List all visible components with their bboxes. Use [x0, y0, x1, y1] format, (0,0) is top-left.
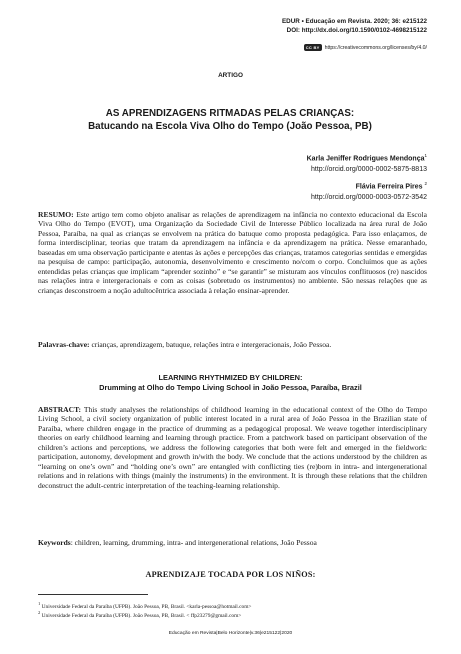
doi-line: DOI: http://dx.doi.org/10.1590/0102-4698215122 [286, 27, 427, 34]
footnote-divider [38, 594, 148, 595]
keywords [38, 538, 427, 547]
resumo-paragraph [38, 210, 427, 295]
orcid-link[interactable]: http://orcid.org/0000-0002-5875-8813 [311, 166, 427, 174]
palavras-chave-text: crianças, aprendizagem, batuque, relações intra e intergeracionais, João Pessoa. [89, 340, 332, 349]
resumo-label: RESUMO: [38, 210, 74, 219]
keywords-text: : children, learning, drumming, intra- and intergenerational relations, João Pessoa [70, 538, 317, 547]
footnote-mark: 2 [424, 181, 427, 186]
footnote-mark: 1 [424, 153, 427, 158]
keywords-label: Keywords [38, 538, 71, 547]
palavras-chave [38, 340, 427, 349]
author-1 [307, 150, 427, 175]
footnote-mark: 2 [38, 610, 41, 615]
abstract-text: This study analyses the relationships of childhood learning in the educational context of the Olho do Tempo Living School, a civil society organization of public interest located in a rural area of João Pessoa in the Brazilian state of Paraíba, where children engage in the practice of drumming as a pedagogical proposal. We weave together interdisciplinary theories on early childhood learning and learning through practice. From a patchwork based on participant observation of the children’s actions and perceptions, we address the following categories that both were felt and emerged in the fieldwork: participation, autonomy, development and growth in/with the body. We conclude that the actions understood by the children as “learning on one’s own” and “holding one’s own” are entangled with conflicting ties (re)born in intra- and intergenerational relations and in relations with things (mainly the instruments) in the environment. It is through these relations that the children deconstruct the adult-centric interpretation of the teaching-learning relationship. [38, 405, 427, 490]
orcid-link[interactable]: http://orcid.org/0000-0003-0572-3542 [311, 194, 427, 202]
abstract-label: ABSTRACT: [38, 405, 82, 414]
footnote-2 [38, 609, 241, 620]
title-line-1: AS APRENDIZAGENS RITMADAS PELAS CRIANÇAS: [105, 108, 355, 119]
palavras-chave-label: Palavras-chave: [38, 340, 90, 349]
license-link[interactable]: https://creativecommons.org/licenses/by/4.0/ [324, 44, 427, 51]
article-title [60, 107, 400, 133]
author-name: Karla Jeniffer Rodrigues Mendonça [306, 155, 425, 163]
english-title-line-1: LEARNING RHYTHMIZED BY CHILDREN: [158, 373, 303, 382]
license-line [304, 44, 427, 51]
author-name: Flávia Ferreira Pires [355, 183, 423, 191]
spanish-subtitle: APRENDIZAJE TOCADA POR LOS NIÑOS: [145, 570, 316, 579]
footnote-text: Universidade Federal da Paraíba (UFPB). João Pessoa, PB, Brasil. < ffp23279@gmail.com> [41, 612, 242, 619]
resumo-text: Este artigo tem como objeto analisar as relações de aprendizagem na infância no contexto educacional da Escola Viva Olho do Tempo (EVOT), uma Organização da Sociedade Civil de Interesse Público localizada na área rural de João Pessoa, Paraíba, na qual as crianças se envolvem na prática do batuque como proposta pedagógica. Para isso enlaçamos, de forma interdisciplinar, teorias que tratam da aprendizagem na infância e da aprendizagem na prática. Nesse emaranhado, baseadas em uma observação participante e atentas às ações e percepções das crianças, tratamos categorias sentidas e emergidas na pesquisa de campo: participação, autonomia, desenvolvimento e crescimento no/com o corpo. Concluímos que as ações entendidas pelas crianças que implicam “aprender sozinho” e “se garantir” se misturam aos vínculos conflituosos (re) nascidos nas relações intra e intergeracionais e com as coisas (sobretudo os instrumentos) no ambiente. São nessas relações que as crianças desconstroem a noção adultocêntrica associada à relação ensinar-aprender. [38, 210, 427, 295]
english-title [30, 373, 431, 393]
abstract-paragraph [38, 405, 427, 490]
journal-citation: EDUR • Educação em Revista. 2020; 36: e215122 [281, 18, 427, 25]
footnote-text: Universidade Federal da Paraíba (UFPB). João Pessoa, PB, Brasil. <karla-pessoa@hotmail.com> [41, 603, 252, 610]
page-footer: Educação em Revista|Belo Horizonte|v.36|e215122|2020 [168, 631, 293, 636]
section-label: ARTIGO [218, 72, 243, 79]
author-2 [311, 178, 427, 203]
footnote-mark: 1 [38, 601, 41, 606]
english-title-line-2: Drumming at Olho do Tempo Living School in João Pessoa, Paraíba, Brazil [99, 383, 362, 392]
title-line-2: Batucando na Escola Viva Olho do Tempo (João Pessoa, PB) [88, 121, 372, 132]
cc-by-icon: CC BY [305, 45, 320, 50]
